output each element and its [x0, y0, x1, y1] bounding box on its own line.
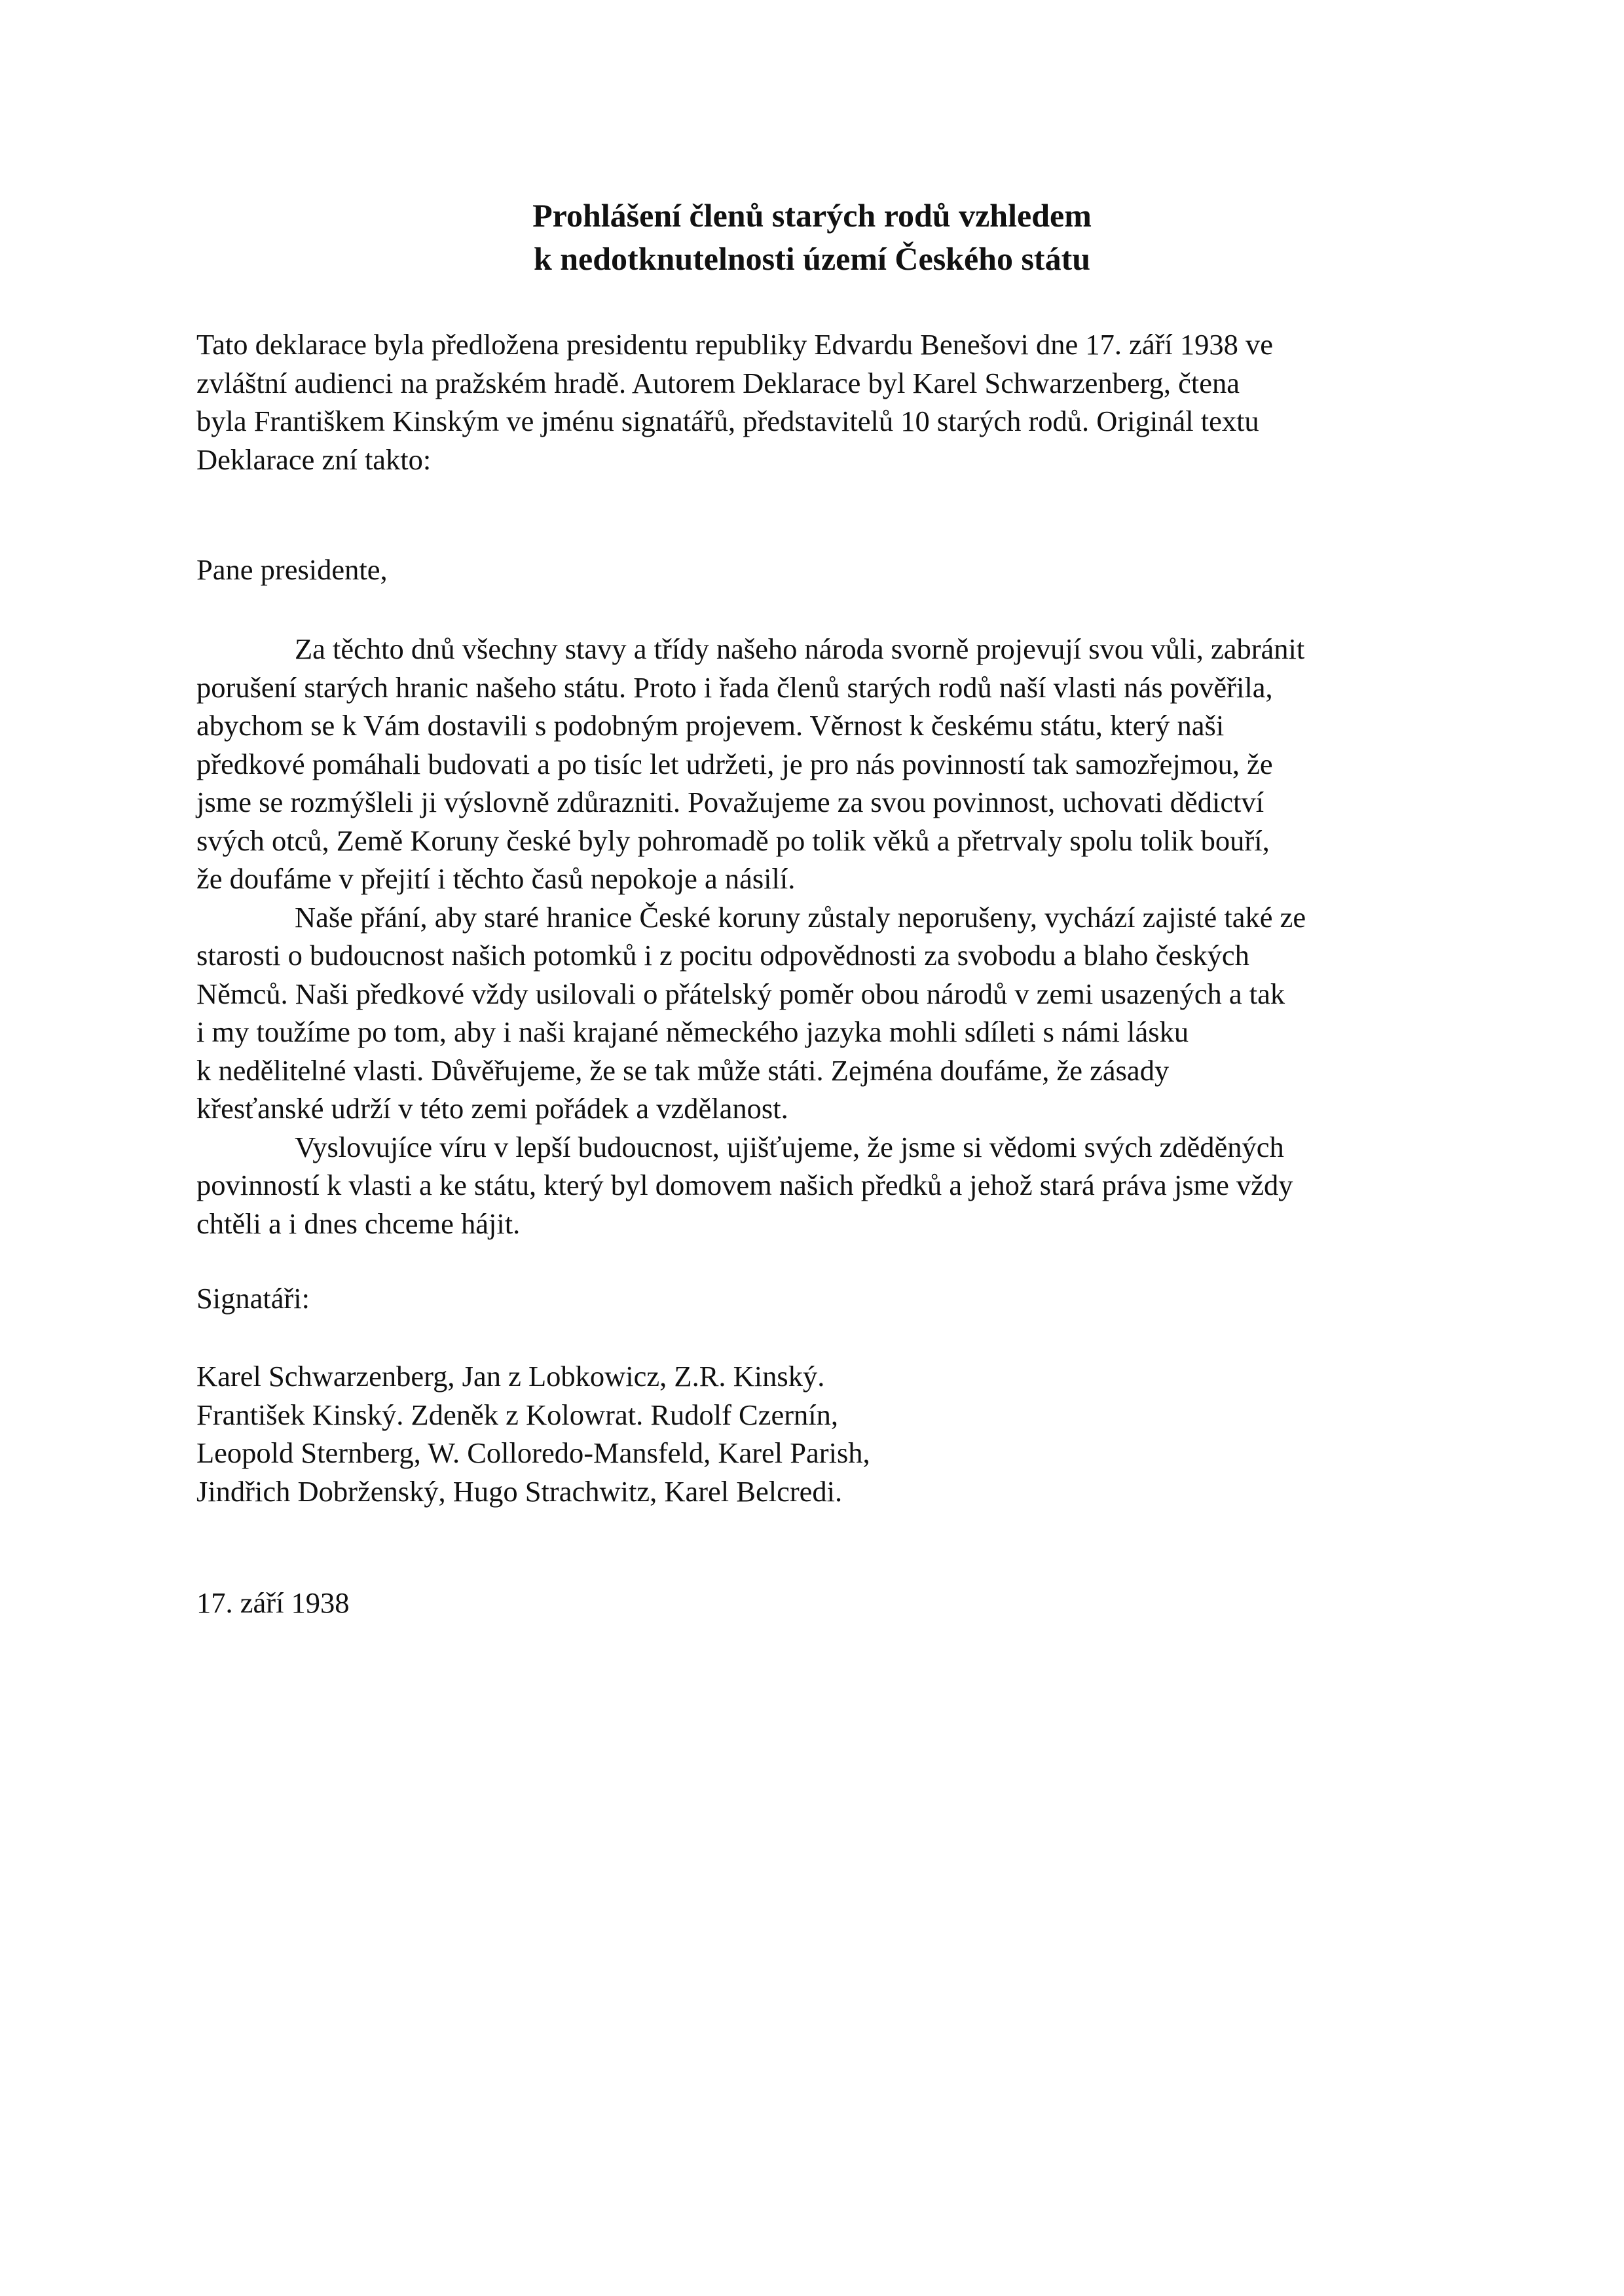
body-line: povinností k vlasti a ke státu, který byl domovem našich předků a jehož stará práva jsme vždy: [196, 1169, 1293, 1201]
document-date: [196, 1584, 1441, 1622]
signatories-list: [196, 1357, 1441, 1510]
salutation-text: Pane presidente,: [196, 553, 388, 586]
body-line: že doufáme v přejití i těchto časů nepokoje a násilí.: [196, 862, 796, 895]
intro-line: byla Františkem Kinským ve jménu signatářů, představitelů 10 starých rodů. Originál textu: [196, 405, 1259, 437]
body-line: k nedělitelné vlasti. Důvěřujeme, že se tak může státi. Zejména doufáme, že zásady: [196, 1053, 1170, 1087]
body-line: jsme se rozmýšleli ji výslovně zdůrazniti. Považujeme za svou povinnost, uchovati dědictví: [196, 786, 1264, 818]
body-line: starosti o budoucnost našich potomků i z pocitu odpovědnosti za svobodu a blaho českých: [196, 939, 1249, 972]
signatories-line: František Kinský. Zdeněk z Kolowrat. Rudolf Czernín,: [196, 1398, 839, 1431]
date-text: 17. září 1938: [196, 1586, 350, 1619]
body-line: Němců. Naši předkové vždy usilovali o přátelský poměr obou národů v zemi usazených a tak: [196, 977, 1285, 1010]
declaration-body: [196, 630, 1441, 1243]
body-line: chtěli a i dnes chceme hájit.: [196, 1207, 521, 1240]
body-line: křesťanské udrží v této zemi pořádek a vzdělanost.: [196, 1092, 788, 1125]
salutation: [196, 551, 1441, 589]
intro-line: Deklarace zní takto:: [196, 443, 432, 476]
document-title: [196, 194, 1428, 280]
body-line: Naše přání, aby staré hranice České koruny zůstaly neporušeny, vychází zajisté také ze: [295, 900, 1306, 934]
title-line: k nedotknutelnosti území Českého státu: [533, 240, 1091, 277]
intro-line: zvláštní audienci na pražském hradě. Autorem Deklarace byl Karel Schwarzenberg, čtena: [196, 366, 1240, 399]
body-line: svých otců, Země Koruny české byly pohromadě po tolik věků a přetrvaly spolu tolik bouří,: [196, 824, 1270, 857]
body-line: předkové pomáhali budovati a po tisíc let udržeti, je pro nás povinností tak samozřejmou, že: [196, 747, 1273, 780]
signatories-line: Karel Schwarzenberg, Jan z Lobkowicz, Z.R. Kinský.: [196, 1360, 825, 1393]
intro-paragraph: [196, 325, 1441, 479]
signatories-heading: [196, 1279, 1441, 1318]
body-line: Za těchto dnů všechny stavy a třídy našeho národa svorně projevují svou vůli, zabránit: [295, 632, 1305, 665]
body-line: Vyslovujíce víru v lepší budoucnost, ujišťujeme, že jsme si vědomi svých zděděných: [295, 1130, 1284, 1163]
body-line: abychom se k Vám dostavili s podobným projevem. Věrnost k českému státu, který naši: [196, 709, 1225, 742]
signatories-label: Signatáři:: [196, 1282, 310, 1315]
title-line: Prohlášení členů starých rodů vzhledem: [532, 197, 1092, 234]
body-line: i my toužíme po tom, aby i naši krajané německého jazyka mohli sdíleti s námi lásku: [196, 1015, 1189, 1048]
intro-line: Tato deklarace byla předložena presidentu republiky Edvardu Benešovi dne 17. září 1938 ve: [196, 328, 1274, 361]
signatories-line: Leopold Sternberg, W. Colloredo-Mansfeld, Karel Parish,: [196, 1436, 870, 1469]
body-line: porušení starých hranic našeho státu. Proto i řada členů starých rodů naší vlasti nás pověřila,: [196, 670, 1273, 704]
signatories-line: Jindřich Dobrženský, Hugo Strachwitz, Karel Belcredi.: [196, 1474, 843, 1508]
